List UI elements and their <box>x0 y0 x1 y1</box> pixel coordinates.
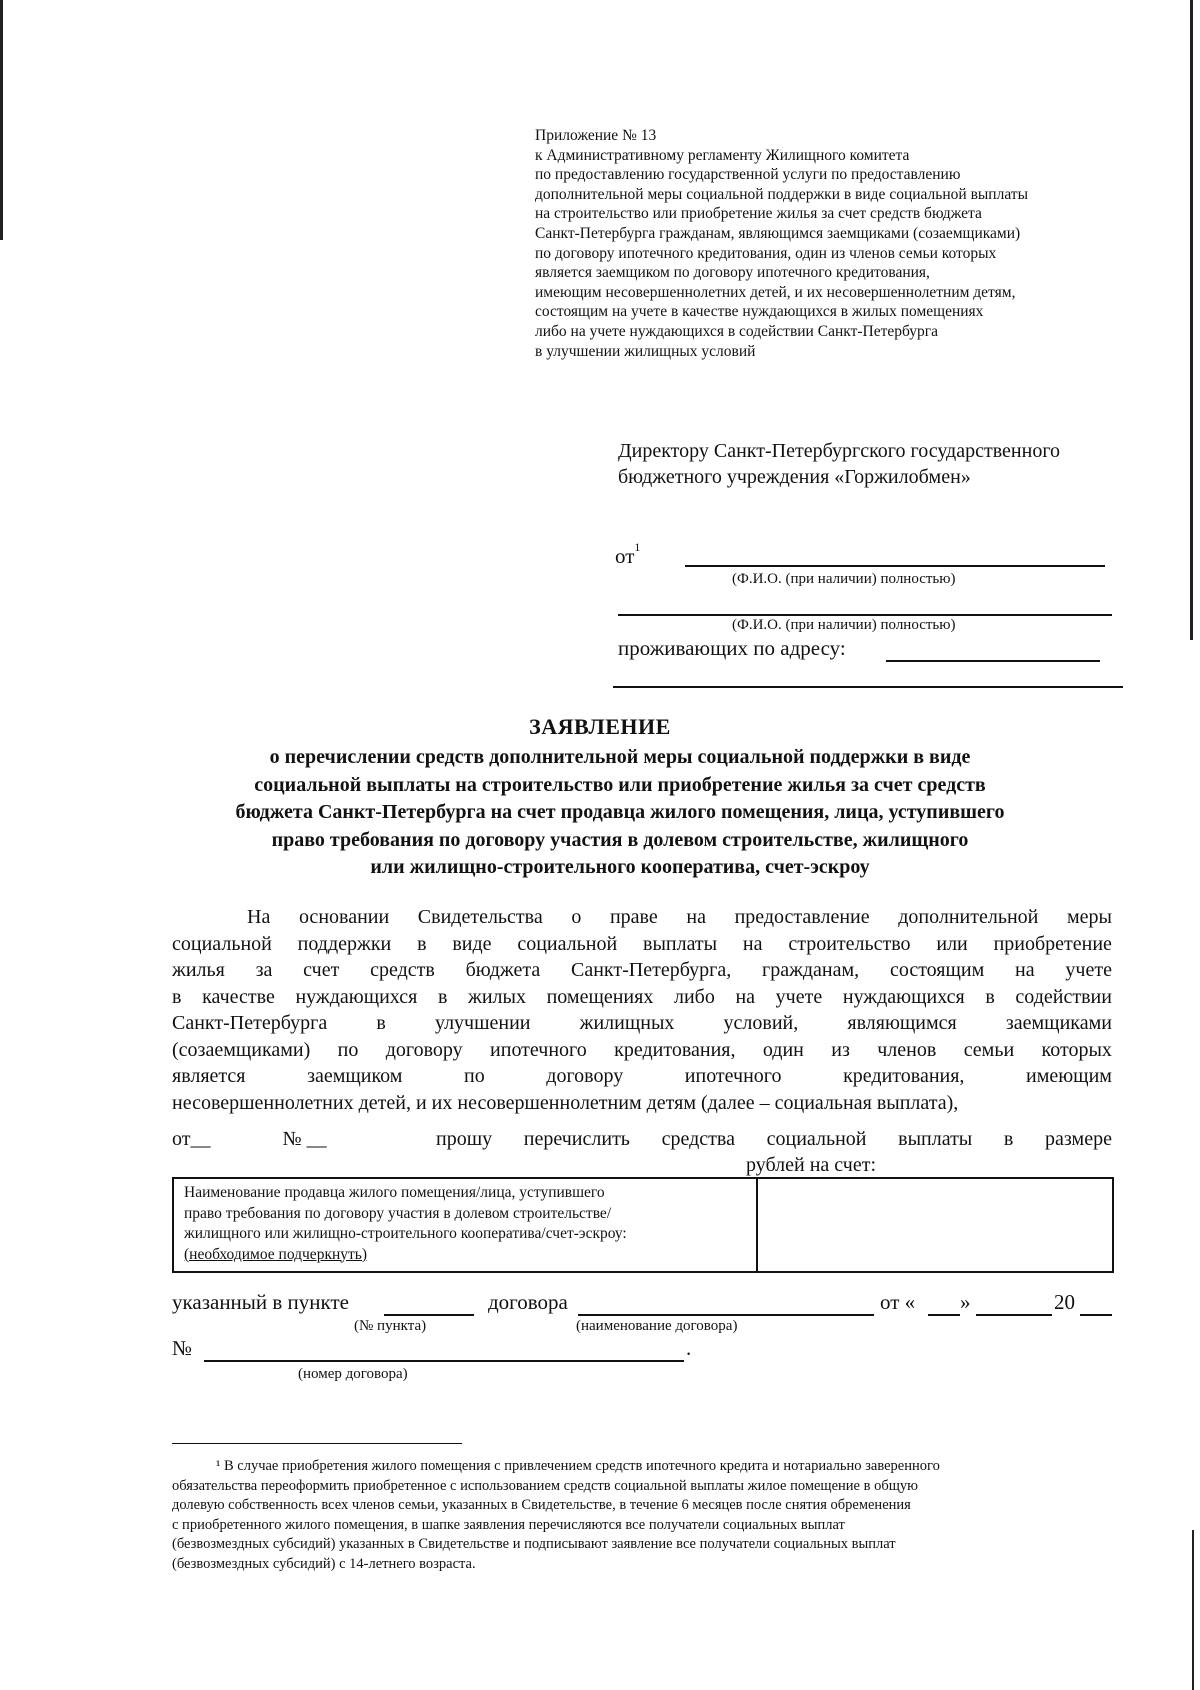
appendix-line: является заемщиком по договору ипотечного кредитования, <box>535 264 930 282</box>
word: На <box>247 906 271 928</box>
word: средства <box>661 1128 735 1150</box>
account-table-input[interactable] <box>758 1179 1112 1271</box>
subtitle-line: социальной выплаты на строительство или приобретение жилья за счет средств <box>254 773 986 796</box>
certificate-date-field[interactable]: от__ <box>172 1128 211 1150</box>
appendix-line: в улучшении жилищных условий <box>535 342 756 360</box>
word: на <box>1015 959 1035 981</box>
account-table-label <box>174 1179 758 1271</box>
word: Свидетельства <box>417 906 543 928</box>
word: по <box>337 1038 359 1061</box>
word: средств <box>370 959 435 981</box>
name-field-1[interactable] <box>685 565 1105 567</box>
contract-day-field[interactable] <box>928 1314 960 1316</box>
point-caption: (№ пункта) <box>354 1318 427 1334</box>
contract-year-field[interactable] <box>1080 1314 1112 1316</box>
footnote-line: обязательства переоформить приобретенное с использованием средств социальной выплаты жилое помещение в общую <box>172 1477 918 1494</box>
word: жилых <box>468 985 526 1008</box>
scan-edge-right-lower <box>1192 1530 1194 1690</box>
account-label-line: жилищного или жилищно-строительного кооператива/счет-эскроу: <box>184 1225 627 1242</box>
word: социальной <box>766 1128 867 1150</box>
contract-number-caption: (номер договора) <box>298 1366 408 1382</box>
word: в <box>417 932 427 955</box>
word: помещениях <box>546 985 654 1008</box>
subtitle-line: или жилищно-строительного кооператива, счет-эскроу <box>370 856 870 878</box>
contract-date-label: от « <box>880 1290 916 1314</box>
word: один <box>762 1038 804 1061</box>
appendix-line: имеющим несовершеннолетних детей, и их несовершеннолетним детям, <box>535 283 1016 301</box>
subtitle-line: право требования по договору участия в долевом строительстве, жилищного <box>271 828 969 851</box>
word: или <box>936 932 968 955</box>
appendix-line: Приложение № 13 <box>535 127 657 144</box>
word: из <box>831 1038 850 1061</box>
appendix-line: по договору ипотечного кредитования, один из членов семьи которых <box>535 244 997 262</box>
contract-month-field[interactable] <box>976 1314 1052 1316</box>
word: в <box>985 985 995 1008</box>
word: членов <box>877 1038 937 1061</box>
word: договору <box>385 1038 463 1061</box>
word: перечислить <box>523 1128 630 1150</box>
word: либо <box>673 985 715 1008</box>
certificate-date-number <box>172 1128 327 1151</box>
account-label-line: Наименование продавца жилого помещения/лица, уступившего <box>184 1184 605 1201</box>
word: по <box>464 1065 485 1087</box>
body-line: несовершеннолетних детей, и их несовершеннолетним детям (далее – социальная выплата), <box>172 1091 959 1114</box>
footnote-line: долевую собственность всех членов семьи, указанных в Свидетельстве, в течение 6 месяцев после снятия обременения <box>172 1497 911 1513</box>
body-line <box>172 957 1112 984</box>
word: в <box>437 985 448 1008</box>
word: за <box>255 959 273 981</box>
word: жилья <box>172 959 225 981</box>
body-line <box>172 1063 1112 1090</box>
word: строительство <box>788 932 911 955</box>
footnote-line: (безвозмездных субсидий) указанных в Свидетельстве и подписывают заявление все получатели социальных выплат <box>172 1536 896 1552</box>
word: заемщиком <box>307 1065 403 1087</box>
word: праве <box>609 906 658 928</box>
word: на <box>735 985 756 1008</box>
word: выплаты <box>898 1128 973 1150</box>
subtitle-line: бюджета Санкт-Петербурга на счет продавца жилого помещения, лица, уступившего <box>235 801 1005 823</box>
word: приобретение <box>993 932 1112 955</box>
account-label-note: (необходимое подчеркнуть) <box>184 1245 368 1263</box>
subtitle-line: о перечислении средств дополнительной меры социальной поддержки в виде <box>269 746 971 768</box>
word: выплаты <box>643 932 718 955</box>
contract-caption: (наименование договора) <box>576 1318 738 1334</box>
word: которых <box>1041 1038 1112 1061</box>
contract-number-field[interactable] <box>204 1360 684 1362</box>
word: Санкт-Петербурга, <box>570 959 732 981</box>
word: о <box>571 906 582 928</box>
word: улучшении <box>434 1012 531 1034</box>
word: на <box>742 932 763 955</box>
address-field-inline[interactable] <box>886 660 1100 662</box>
addressee <box>618 438 1060 490</box>
appendix-line: к Административному регламенту Жилищного комитета <box>535 146 910 164</box>
addressee-line-1: Директору Санкт-Петербургского государственного <box>618 440 1061 462</box>
word: условий, <box>723 1012 799 1034</box>
appendix-line: дополнительной меры социальной поддержки в виде социальной выплаты <box>535 185 1028 203</box>
scan-edge-right <box>1190 0 1193 640</box>
word: заемщиками <box>1005 1012 1112 1034</box>
word: прошу <box>436 1128 493 1150</box>
word: учете <box>1065 959 1112 981</box>
word: меры <box>1066 906 1112 928</box>
word: в <box>376 1012 386 1034</box>
statement-subtitle <box>140 744 1100 882</box>
word: договору <box>546 1065 624 1087</box>
footnote-line: ¹ В случае приобретения жилого помещения с привлечением средств ипотечного кредита и нотариально заверенного <box>216 1458 940 1474</box>
name-caption-2: (Ф.И.О. (при наличии) полностью) <box>732 617 956 633</box>
word: бюджета <box>465 959 541 981</box>
from-label: $от^1$ <box>615 540 641 568</box>
word: Санкт-Петербурга <box>172 1012 328 1034</box>
appendix-line: Санкт-Петербурга гражданам, являющимся заемщиками (созаемщиками) <box>535 224 1021 242</box>
word: кредитования, <box>614 1038 736 1061</box>
point-label: указанный в пункте <box>172 1290 349 1314</box>
word: счет <box>303 959 340 981</box>
contract-number-dot: . <box>686 1336 692 1360</box>
word: содействии <box>1015 985 1112 1008</box>
name-field-2[interactable] <box>618 614 1112 616</box>
word: является <box>172 1065 246 1087</box>
contract-number-label: № <box>172 1336 193 1360</box>
body-line <box>172 984 1112 1011</box>
rub-label: рублей на счет: <box>746 1154 876 1176</box>
appendix-line: состоящим на учете в качестве нуждающихся в жилых помещениях <box>535 303 984 321</box>
word: поддержки <box>297 932 392 955</box>
statement-title: ЗАЯВЛЕНИЕ <box>529 714 671 739</box>
body-line <box>172 904 1112 931</box>
word: социальной <box>517 932 618 955</box>
address-field-line[interactable] <box>613 686 1123 688</box>
certificate-number-field[interactable]: № __ <box>282 1128 327 1150</box>
word: на <box>686 906 706 928</box>
word: ипотечного <box>490 1038 587 1061</box>
addressee-line-2: бюджетного учреждения «Горжилобмен» <box>618 466 971 488</box>
word: нуждающихся <box>295 985 418 1008</box>
word: кредитования, <box>843 1065 965 1087</box>
contract-name-field[interactable] <box>578 1314 874 1316</box>
word: размере <box>1045 1128 1112 1150</box>
word: жилищных <box>579 1012 675 1034</box>
scan-edge-left <box>0 0 3 240</box>
word: в <box>172 985 182 1008</box>
body-line <box>172 1037 1112 1064</box>
body-line <box>172 1010 1112 1037</box>
word: (созаемщиками) <box>172 1038 311 1061</box>
word: имеющим <box>1026 1065 1112 1087</box>
word: предоставление <box>734 906 870 928</box>
name-caption-1: (Ф.И.О. (при наличии) полностью) <box>732 571 956 587</box>
word: учете <box>775 985 823 1008</box>
contract-label: договора <box>488 1290 568 1314</box>
word: являющимся <box>847 1012 957 1034</box>
point-field[interactable] <box>384 1314 474 1316</box>
account-table <box>172 1177 1114 1273</box>
word: дополнительной <box>898 906 1039 928</box>
account-label-line: право требования по договору участия в долевом строительстве/ <box>184 1204 612 1222</box>
word: гражданам, <box>761 959 860 981</box>
footnote-separator <box>172 1443 462 1444</box>
appendix-line: на строительство или приобретение жилья за счет средств бюджета <box>535 205 982 223</box>
word: виде <box>452 932 492 955</box>
request-line <box>436 1128 1112 1151</box>
word: состоящим <box>889 959 985 981</box>
footnote-mark: 1 <box>634 540 641 554</box>
footnote-line: (безвозмездных субсидий) с 14-летнего возраста. <box>172 1555 476 1572</box>
appendix-line: либо на учете нуждающихся в содействии Санкт-Петербурга <box>535 322 939 340</box>
word: качестве <box>202 985 275 1008</box>
word: семьи <box>963 1038 1015 1061</box>
appendix-line: по предоставлению государственной услуги по предоставлению <box>535 166 961 184</box>
contract-date-quote: » <box>960 1290 971 1314</box>
address-label: проживающих по адресу: <box>618 636 846 660</box>
body-line <box>172 931 1112 958</box>
word: нуждающихся <box>842 985 965 1008</box>
word: основании <box>298 906 390 928</box>
appendix-header <box>535 126 1135 361</box>
body-paragraph <box>172 904 1112 1116</box>
contract-year-label: 20 <box>1054 1290 1075 1314</box>
footnote-line: с приобретенного жилого помещения, в шапке заявления перечисляются все получатели социальных выплат <box>172 1516 845 1533</box>
footnote <box>172 1457 1110 1574</box>
word: в <box>1003 1128 1014 1150</box>
word: социальной <box>172 932 272 955</box>
word: ипотечного <box>684 1065 782 1087</box>
